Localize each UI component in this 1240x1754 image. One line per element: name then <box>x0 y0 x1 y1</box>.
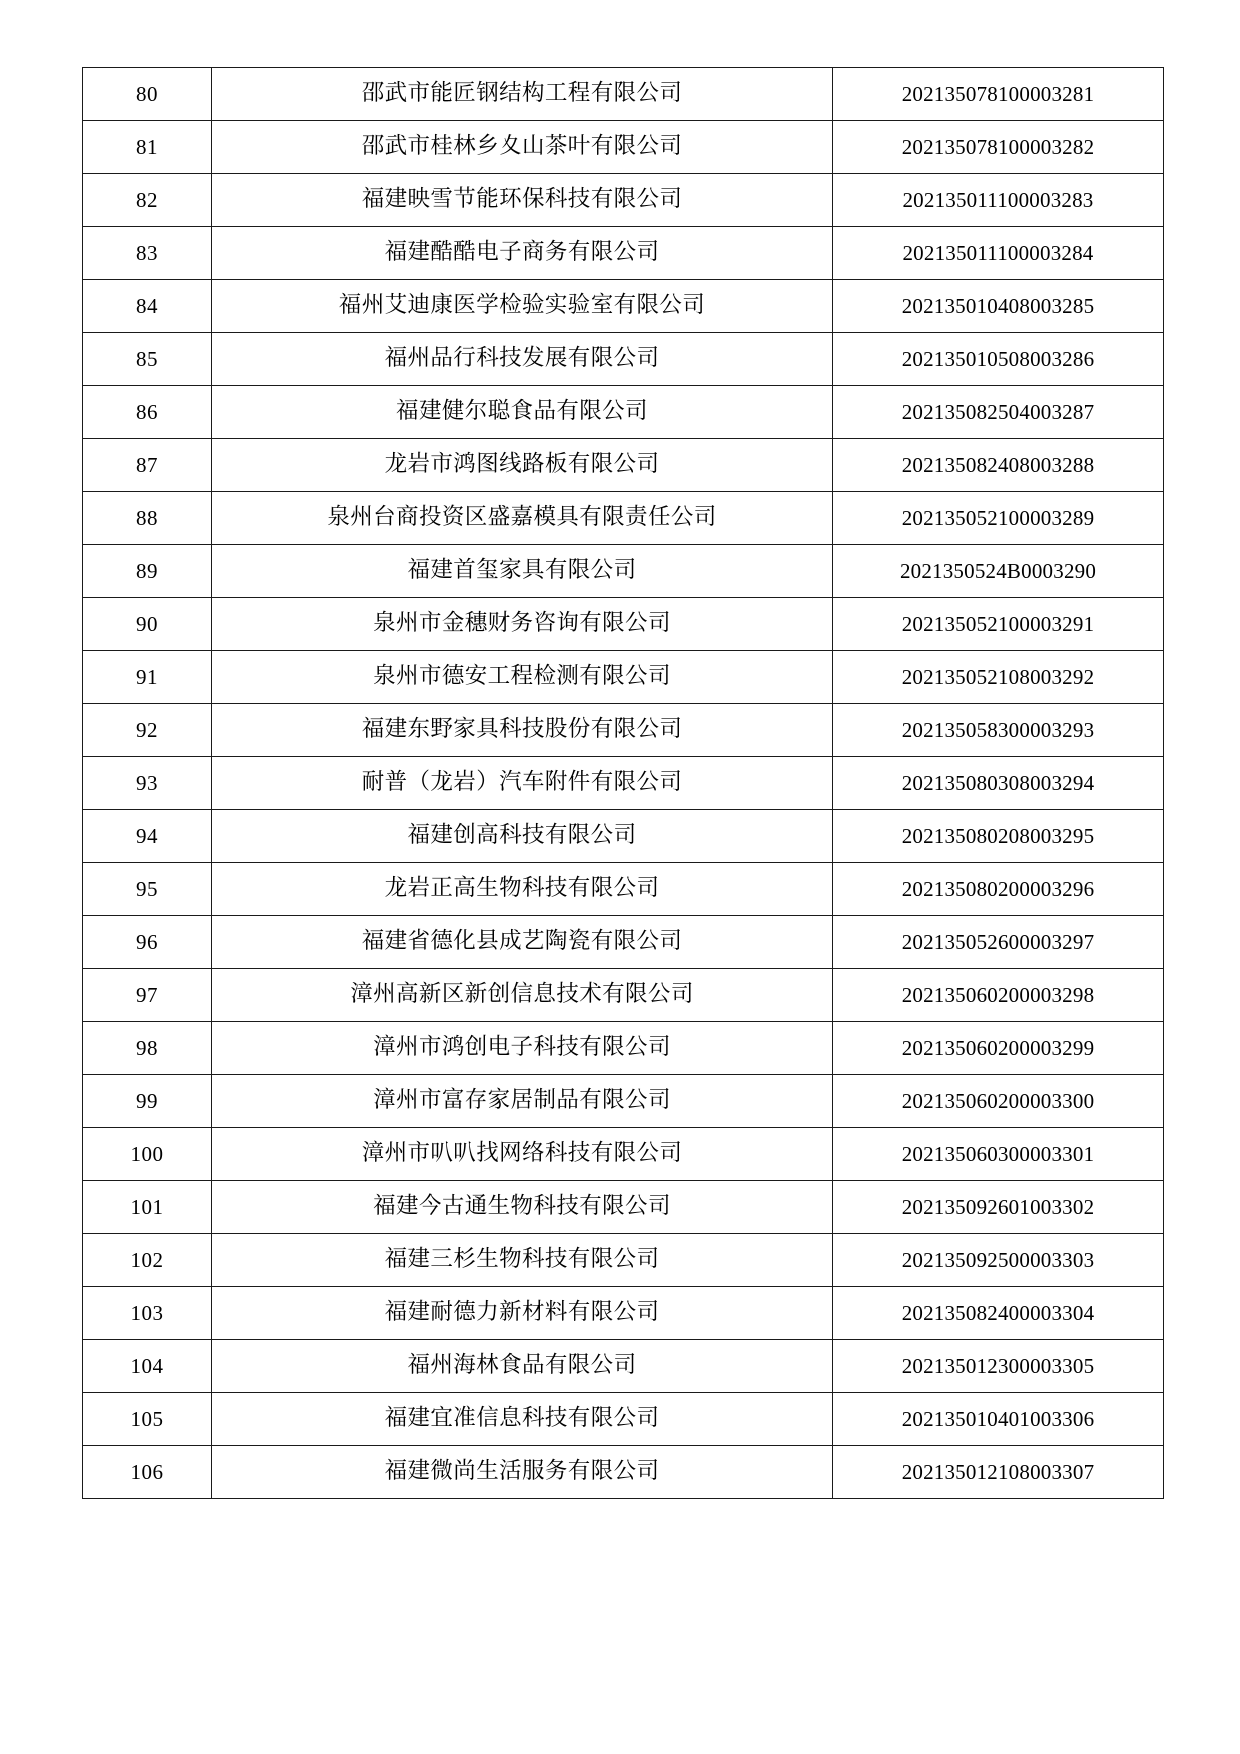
table-row <box>83 1340 1164 1393</box>
enterprise-code-cell: 202135078100003282 <box>833 121 1164 174</box>
row-index-cell: 81 <box>83 121 212 174</box>
table-row <box>83 492 1164 545</box>
enterprise-code-cell: 202135060200003299 <box>833 1022 1164 1075</box>
enterprise-name-cell: 福建健尔聪食品有限公司 <box>212 386 833 439</box>
enterprise-code-cell: 202135052100003291 <box>833 598 1164 651</box>
row-index-cell: 87 <box>83 439 212 492</box>
enterprise-code-cell: 202135078100003281 <box>833 68 1164 121</box>
enterprise-code-cell: 202135092601003302 <box>833 1181 1164 1234</box>
row-index-cell: 97 <box>83 969 212 1022</box>
enterprise-name-cell: 漳州市富存家居制品有限公司 <box>212 1075 833 1128</box>
table-row <box>83 333 1164 386</box>
enterprise-name-cell: 福州海林食品有限公司 <box>212 1340 833 1393</box>
enterprise-name-cell: 福建微尚生活服务有限公司 <box>212 1446 833 1499</box>
enterprise-name-cell: 漳州市鸿创电子科技有限公司 <box>212 1022 833 1075</box>
table-row <box>83 545 1164 598</box>
enterprise-code-cell: 202135082408003288 <box>833 439 1164 492</box>
row-index-cell: 90 <box>83 598 212 651</box>
table-row <box>83 1022 1164 1075</box>
table-row <box>83 227 1164 280</box>
table-body <box>83 68 1164 1499</box>
enterprise-code-cell: 202135052100003289 <box>833 492 1164 545</box>
enterprise-name-cell: 泉州市金穗财务咨询有限公司 <box>212 598 833 651</box>
row-index-cell: 106 <box>83 1446 212 1499</box>
row-index-cell: 85 <box>83 333 212 386</box>
enterprise-name-cell: 龙岩市鸿图线路板有限公司 <box>212 439 833 492</box>
enterprise-name-cell: 邵武市能匠钢结构工程有限公司 <box>212 68 833 121</box>
enterprise-name-cell: 漳州市叭叭找网络科技有限公司 <box>212 1128 833 1181</box>
table-row <box>83 1181 1164 1234</box>
enterprise-code-cell: 202135011100003284 <box>833 227 1164 280</box>
enterprise-code-cell: 202135010408003285 <box>833 280 1164 333</box>
enterprise-code-cell: 202135092500003303 <box>833 1234 1164 1287</box>
table-row <box>83 68 1164 121</box>
row-index-cell: 99 <box>83 1075 212 1128</box>
table-row <box>83 704 1164 757</box>
enterprise-name-cell: 福建映雪节能环保科技有限公司 <box>212 174 833 227</box>
table-row <box>83 1075 1164 1128</box>
table-row <box>83 757 1164 810</box>
enterprise-code-cell: 202135060200003298 <box>833 969 1164 1022</box>
table-row <box>83 969 1164 1022</box>
enterprise-name-cell: 泉州台商投资区盛嘉模具有限责任公司 <box>212 492 833 545</box>
enterprise-name-cell: 福建首玺家具有限公司 <box>212 545 833 598</box>
row-index-cell: 94 <box>83 810 212 863</box>
table-row <box>83 916 1164 969</box>
enterprise-name-cell: 福建三杉生物科技有限公司 <box>212 1234 833 1287</box>
enterprise-name-cell: 福建酷酷电子商务有限公司 <box>212 227 833 280</box>
enterprise-code-cell: 202135011100003283 <box>833 174 1164 227</box>
table-row <box>83 1128 1164 1181</box>
row-index-cell: 80 <box>83 68 212 121</box>
enterprise-code-cell: 202135060200003300 <box>833 1075 1164 1128</box>
table-row <box>83 810 1164 863</box>
table-row <box>83 863 1164 916</box>
row-index-cell: 88 <box>83 492 212 545</box>
enterprise-code-cell: 202135010401003306 <box>833 1393 1164 1446</box>
row-index-cell: 102 <box>83 1234 212 1287</box>
enterprise-code-cell: 202135080308003294 <box>833 757 1164 810</box>
enterprise-name-cell: 龙岩正高生物科技有限公司 <box>212 863 833 916</box>
table-row <box>83 174 1164 227</box>
enterprise-code-cell: 202135012300003305 <box>833 1340 1164 1393</box>
row-index-cell: 105 <box>83 1393 212 1446</box>
enterprise-code-cell: 202135052600003297 <box>833 916 1164 969</box>
row-index-cell: 95 <box>83 863 212 916</box>
enterprise-name-cell: 福建今古通生物科技有限公司 <box>212 1181 833 1234</box>
enterprise-name-cell: 福建耐德力新材料有限公司 <box>212 1287 833 1340</box>
row-index-cell: 96 <box>83 916 212 969</box>
row-index-cell: 98 <box>83 1022 212 1075</box>
table-row <box>83 280 1164 333</box>
enterprise-name-cell: 福建省德化县成艺陶瓷有限公司 <box>212 916 833 969</box>
row-index-cell: 92 <box>83 704 212 757</box>
row-index-cell: 89 <box>83 545 212 598</box>
enterprise-code-cell: 202135060300003301 <box>833 1128 1164 1181</box>
enterprise-code-cell: 202135010508003286 <box>833 333 1164 386</box>
enterprise-code-cell: 202135080200003296 <box>833 863 1164 916</box>
enterprise-name-cell: 福州品行科技发展有限公司 <box>212 333 833 386</box>
row-index-cell: 100 <box>83 1128 212 1181</box>
table-row <box>83 651 1164 704</box>
row-index-cell: 82 <box>83 174 212 227</box>
enterprise-code-cell: 2021350524B0003290 <box>833 545 1164 598</box>
table-row <box>83 386 1164 439</box>
row-index-cell: 104 <box>83 1340 212 1393</box>
table-row <box>83 1287 1164 1340</box>
enterprise-name-cell: 耐普（龙岩）汽车附件有限公司 <box>212 757 833 810</box>
enterprise-list-table <box>82 67 1164 1499</box>
row-index-cell: 86 <box>83 386 212 439</box>
enterprise-code-cell: 202135058300003293 <box>833 704 1164 757</box>
row-index-cell: 93 <box>83 757 212 810</box>
enterprise-code-cell: 202135082504003287 <box>833 386 1164 439</box>
enterprise-code-cell: 202135052108003292 <box>833 651 1164 704</box>
enterprise-name-cell: 福建东野家具科技股份有限公司 <box>212 704 833 757</box>
table-row <box>83 1234 1164 1287</box>
row-index-cell: 101 <box>83 1181 212 1234</box>
row-index-cell: 83 <box>83 227 212 280</box>
table-row <box>83 598 1164 651</box>
enterprise-name-cell: 福建创高科技有限公司 <box>212 810 833 863</box>
table-row <box>83 1446 1164 1499</box>
row-index-cell: 84 <box>83 280 212 333</box>
row-index-cell: 91 <box>83 651 212 704</box>
enterprise-name-cell: 福建宜准信息科技有限公司 <box>212 1393 833 1446</box>
table-row <box>83 1393 1164 1446</box>
enterprise-code-cell: 202135082400003304 <box>833 1287 1164 1340</box>
table-row <box>83 121 1164 174</box>
enterprise-name-cell: 邵武市桂林乡夊山茶叶有限公司 <box>212 121 833 174</box>
enterprise-code-cell: 202135012108003307 <box>833 1446 1164 1499</box>
enterprise-name-cell: 福州艾迪康医学检验实验室有限公司 <box>212 280 833 333</box>
table-row <box>83 439 1164 492</box>
table-container <box>82 67 1163 1499</box>
enterprise-name-cell: 泉州市德安工程检测有限公司 <box>212 651 833 704</box>
row-index-cell: 103 <box>83 1287 212 1340</box>
enterprise-name-cell: 漳州高新区新创信息技术有限公司 <box>212 969 833 1022</box>
enterprise-code-cell: 202135080208003295 <box>833 810 1164 863</box>
